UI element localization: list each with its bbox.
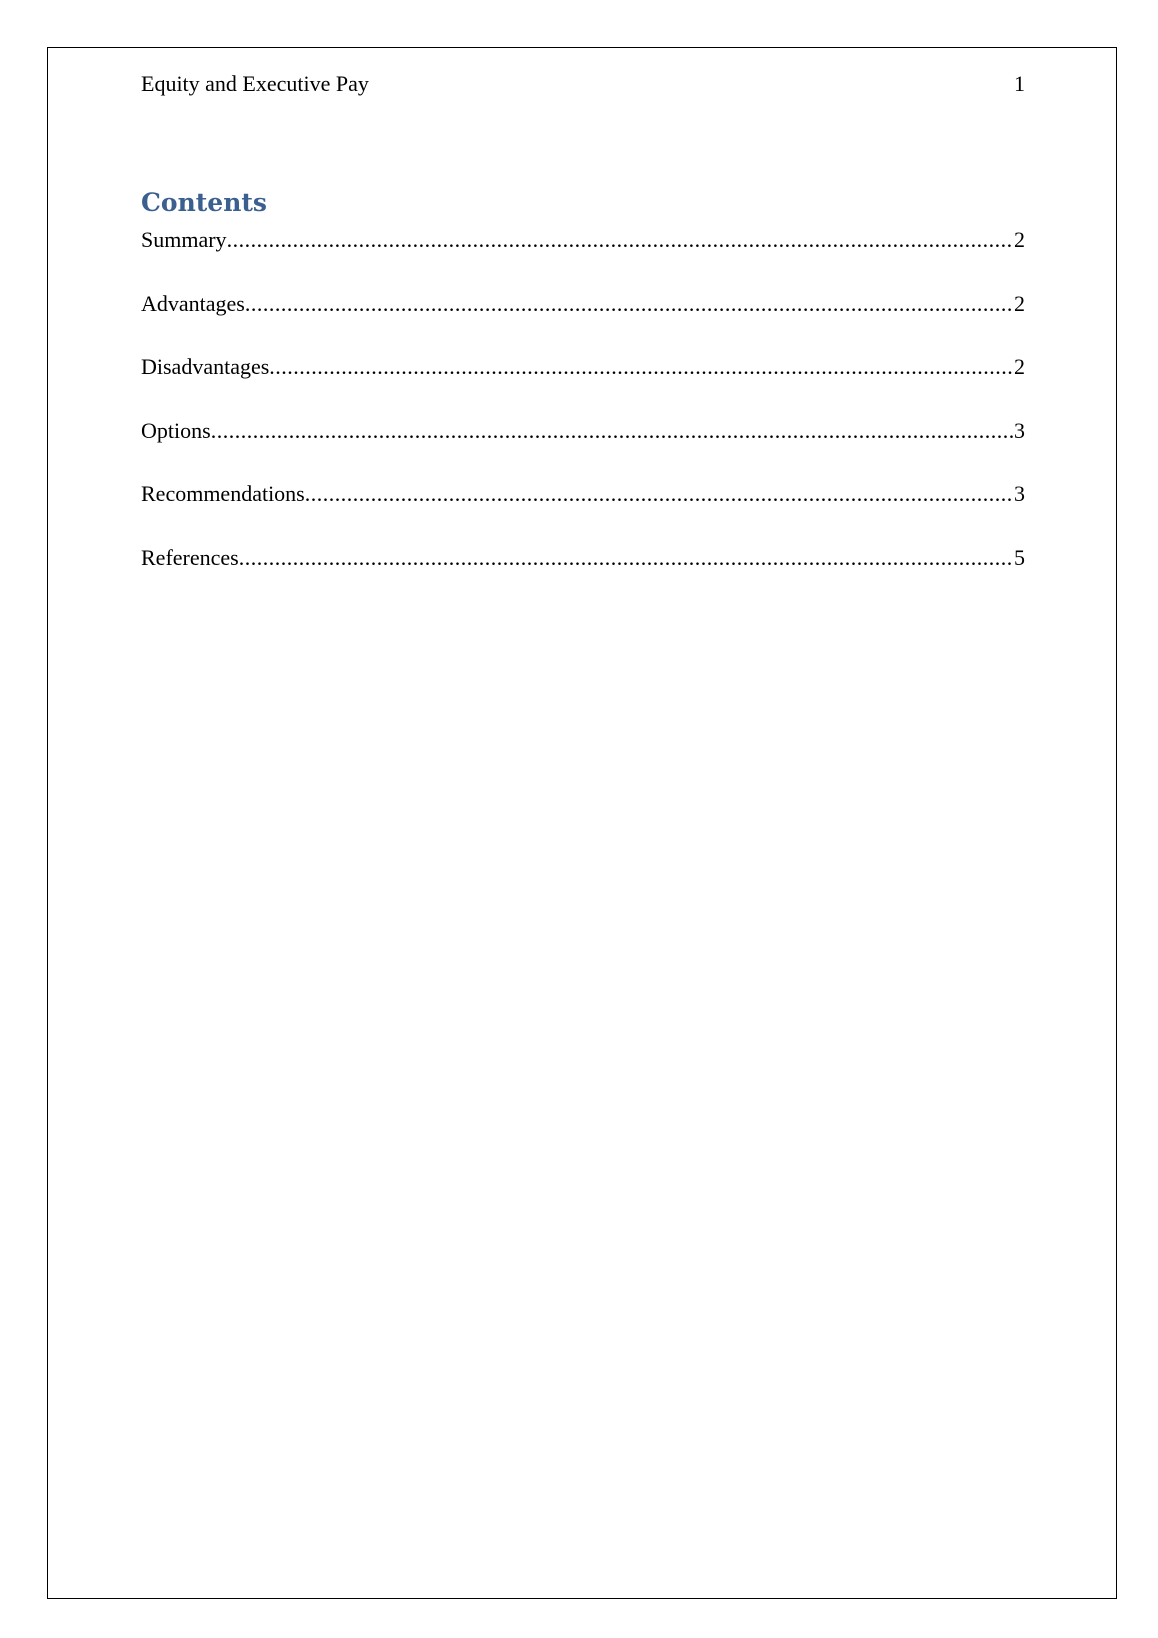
- toc-dot-leader: [245, 288, 1014, 320]
- header-page-number: 1: [1014, 71, 1025, 96]
- toc-entry-label: Recommendations: [141, 481, 305, 506]
- toc-entry-page: 2: [1014, 227, 1025, 252]
- toc-dot-leader: [269, 351, 1014, 383]
- toc-dot-leader: [239, 542, 1014, 574]
- toc-entry-recommendations[interactable]: [141, 478, 1025, 510]
- toc-dot-leader: [227, 224, 1014, 256]
- toc-entry-label: References: [141, 544, 239, 570]
- toc-entry-label: Advantages: [141, 290, 245, 316]
- toc-heading: Contents: [141, 188, 268, 217]
- header-title: Equity and Executive Pay: [141, 71, 369, 96]
- toc-entry-page: 2: [1014, 354, 1025, 379]
- toc-entry-page: 2: [1014, 290, 1025, 316]
- toc-entry-references[interactable]: [141, 542, 1025, 574]
- toc-entry-label: Options: [141, 417, 211, 443]
- toc-entry-summary[interactable]: [141, 224, 1025, 256]
- toc-entry-label: Summary: [141, 227, 227, 252]
- toc-entry-page: 3: [1014, 417, 1025, 443]
- toc-dot-leader: [305, 478, 1014, 510]
- toc-entry-advantages[interactable]: [141, 288, 1025, 320]
- toc-entry-options[interactable]: [141, 415, 1025, 447]
- toc-entry-disadvantages[interactable]: [141, 351, 1025, 383]
- toc-dot-leader: [211, 415, 1014, 447]
- toc-entry-label: Disadvantages: [141, 354, 270, 379]
- toc-entry-page: 3: [1014, 481, 1025, 506]
- toc-entry-page: 5: [1014, 544, 1025, 570]
- page-header: [141, 68, 1025, 100]
- table-of-contents: [141, 224, 1025, 605]
